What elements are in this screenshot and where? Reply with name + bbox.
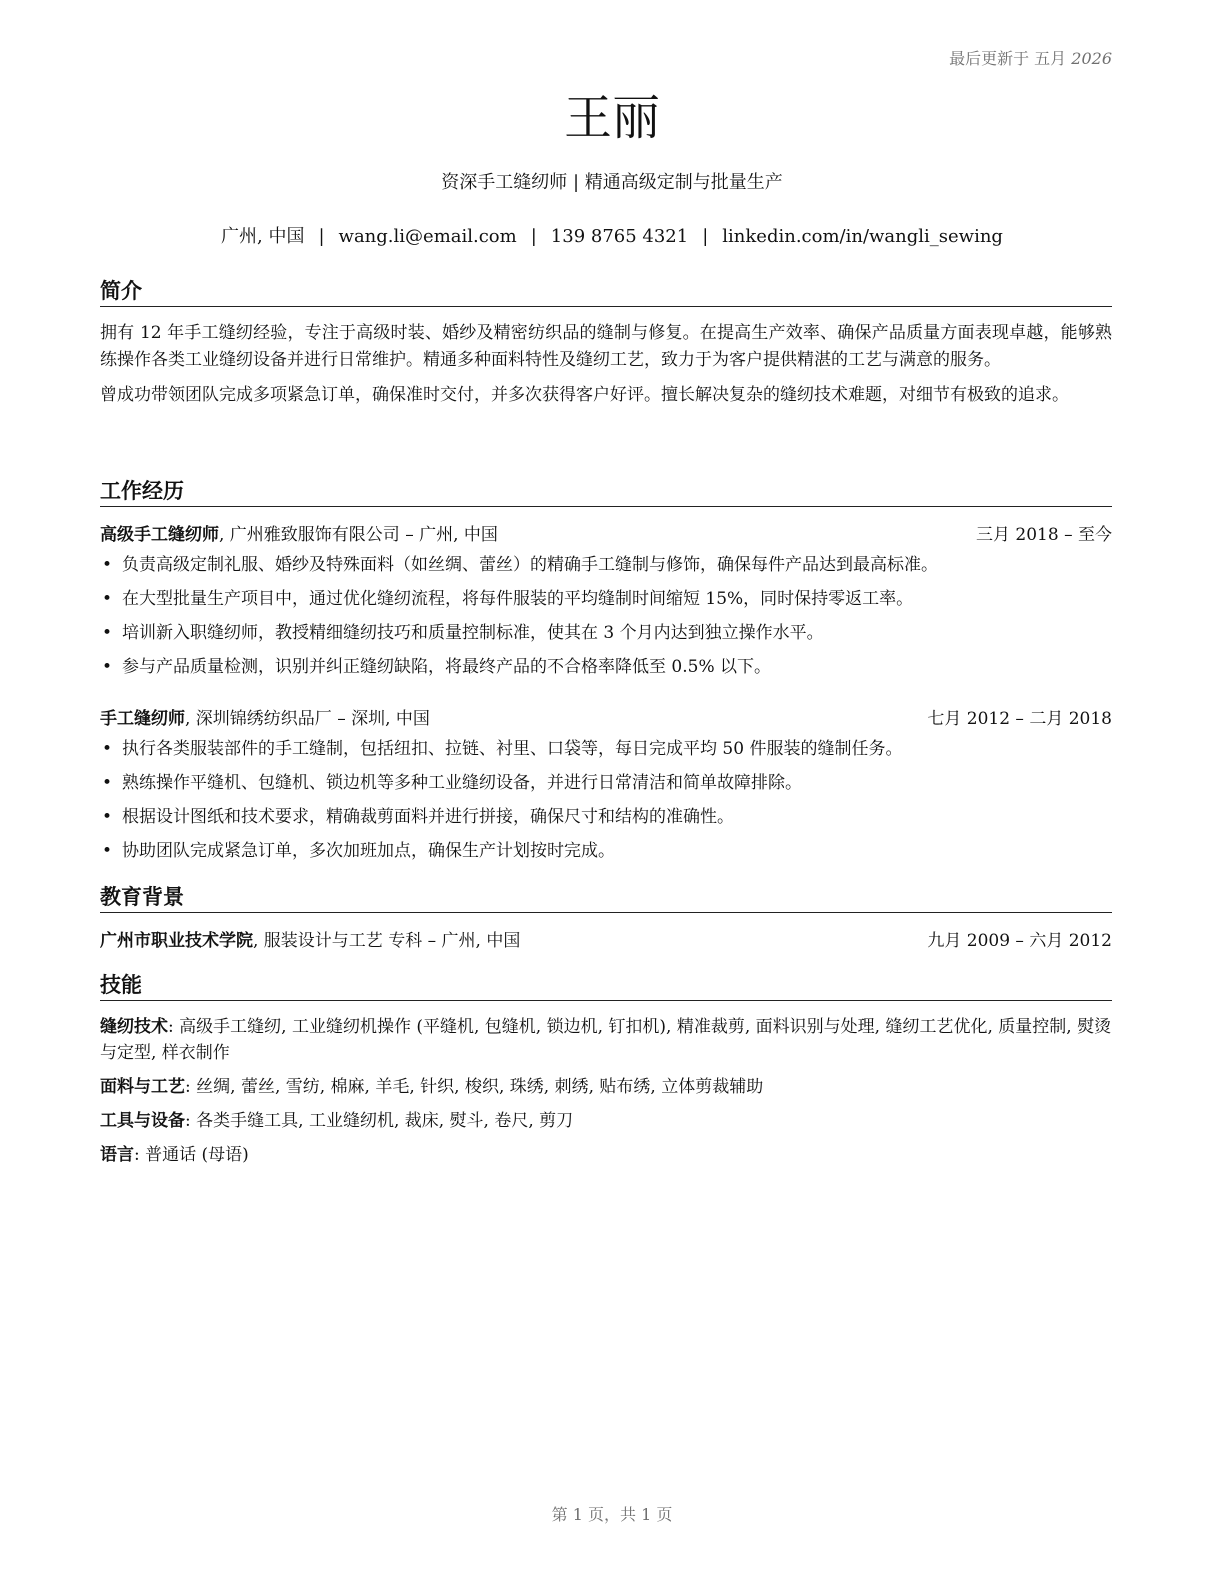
skill-row [100, 1108, 1112, 1134]
contact-separator: | [318, 226, 325, 247]
education-entry [100, 928, 1112, 954]
bullet-dot-icon: • [102, 623, 113, 643]
bullet-dot-icon: • [102, 555, 113, 575]
skill-label: 缝纫技术 [100, 1017, 168, 1037]
summary-paragraph: 曾成功带领团队完成多项紧急订单，确保准时交付，并多次获得客户好评。擅长解决复杂的缝纫技术难题，对细节有极致的追求。 [100, 385, 1069, 405]
job-title-org [100, 522, 498, 548]
section-title-experience: 工作经历 [100, 478, 1112, 507]
contact-email[interactable]: wang.li@email.com [338, 226, 517, 247]
page-footer: 第 1 页，共 1 页 [551, 1505, 673, 1524]
education-dates: 九月 2009 – 六月 2012 [927, 931, 1112, 951]
summary-block [100, 320, 1112, 417]
bullet-text: 根据设计图纸和技术要求，精确裁剪面料并进行拼接，确保尺寸和结构的准确性。 [122, 807, 734, 827]
job-bullets [100, 736, 1112, 864]
section-title-skills: 技能 [100, 972, 1112, 1001]
bullet-item [100, 552, 1112, 578]
skill-value: : 丝绸, 蕾丝, 雪纺, 棉麻, 羊毛, 针织, 梭织, 珠绣, 刺绣, 贴布绣, 立体剪裁辅助 [185, 1077, 764, 1097]
bullet-text: 熟练操作平缝机、包缝机、锁边机等多种工业缝纫设备，并进行日常清洁和简单故障排除。 [122, 773, 802, 793]
bullet-item [100, 736, 1112, 762]
skill-label: 语言 [100, 1145, 134, 1165]
bullet-text: 执行各类服装部件的手工缝制，包括纽扣、拉链、衬里、口袋等，每日完成平均 50 件服装的缝制任务。 [122, 739, 903, 759]
bullet-text: 在大型批量生产项目中，通过优化缝纫流程，将每件服装的平均缝制时间缩短 15%，同时保持零返工率。 [122, 589, 914, 609]
skill-label: 面料与工艺 [100, 1077, 185, 1097]
bullet-item [100, 620, 1112, 646]
education-school: 广州市职业技术学院 [100, 931, 253, 951]
contact-location: 广州, 中国 [221, 226, 305, 247]
bullet-dot-icon: • [102, 807, 113, 827]
skill-value: : 各类手缝工具, 工业缝纫机, 裁床, 熨斗, 卷尺, 剪刀 [185, 1111, 574, 1131]
last-updated-year: 2026 [1071, 49, 1112, 68]
headline: 资深手工缝纫师 | 精通高级定制与批量生产 [441, 172, 783, 193]
skills-block [100, 1014, 1112, 1176]
skill-row [100, 1014, 1112, 1066]
summary-paragraph: 拥有 12 年手工缝纫经验，专注于高级时装、婚纱及精密纺织品的缝制与修复。在提高生产效率、确保产品质量方面表现卓越，能够熟练操作各类工业缝纫设备并进行日常维护。精通多种面料特性及缝纫工艺，致力于为客户提供精湛的工艺与满意的服务。 [100, 323, 1112, 370]
candidate-name: 王丽 [563, 90, 660, 146]
job-dates: 三月 2018 – 至今 [976, 525, 1112, 545]
skill-row [100, 1074, 1112, 1100]
bullet-item [100, 586, 1112, 612]
job-org: , 深圳锦绣纺织品厂 – 深圳, 中国 [185, 709, 430, 729]
last-updated-text: 最后更新于 五月 [949, 49, 1072, 68]
job-bullets [100, 552, 1112, 680]
bullet-item [100, 838, 1112, 864]
job-2 [100, 706, 1112, 872]
education-detail: , 服装设计与工艺 专科 – 广州, 中国 [253, 931, 521, 951]
bullet-dot-icon: • [102, 657, 113, 677]
bullet-dot-icon: • [102, 773, 113, 793]
job-org: , 广州雅致服饰有限公司 – 广州, 中国 [219, 525, 498, 545]
bullet-dot-icon: • [102, 589, 113, 609]
skill-value: : 高级手工缝纫, 工业缝纫机操作 (平缝机, 包缝机, 锁边机, 钉扣机), 精准裁剪, 面料识别与处理, 缝纫工艺优化, 质量控制, 熨烫与定型, 样衣制作 [100, 1017, 1112, 1063]
contact-line [0, 226, 1224, 248]
bullet-item [100, 654, 1112, 680]
bullet-text: 协助团队完成紧急订单，多次加班加点，确保生产计划按时完成。 [122, 841, 615, 861]
last-updated [949, 46, 1112, 69]
education-school-detail [100, 928, 520, 954]
skill-label: 工具与设备 [100, 1111, 185, 1131]
bullet-text: 参与产品质量检测，识别并纠正缝纫缺陷，将最终产品的不合格率降低至 0.5% 以下。 [122, 657, 771, 677]
contact-linkedin[interactable]: linkedin.com/in/wangli_sewing [722, 226, 1003, 247]
job-1 [100, 522, 1112, 688]
education-header [100, 928, 1112, 954]
job-dates: 七月 2012 – 二月 2018 [927, 709, 1112, 729]
section-title-education: 教育背景 [100, 884, 1112, 913]
bullet-text: 负责高级定制礼服、婚纱及特殊面料（如丝绸、蕾丝）的精确手工缝制与修饰，确保每件产品达到最高标准。 [122, 555, 938, 575]
bullet-dot-icon: • [102, 841, 113, 861]
section-title-summary: 简介 [100, 278, 1112, 307]
skill-value: : 普通话 (母语) [134, 1145, 249, 1165]
job-header [100, 522, 1112, 548]
job-title-org [100, 706, 430, 732]
contact-separator: | [530, 226, 537, 247]
job-role: 手工缝纫师 [100, 709, 185, 729]
job-role: 高级手工缝纫师 [100, 525, 219, 545]
job-header [100, 706, 1112, 732]
bullet-item [100, 770, 1112, 796]
contact-separator: | [702, 226, 709, 247]
bullet-dot-icon: • [102, 739, 113, 759]
bullet-text: 培训新入职缝纫师，教授精细缝纫技巧和质量控制标准，使其在 3 个月内达到独立操作水平。 [122, 623, 824, 643]
contact-phone: 139 8765 4321 [550, 226, 689, 247]
bullet-item [100, 804, 1112, 830]
skill-row [100, 1142, 1112, 1168]
